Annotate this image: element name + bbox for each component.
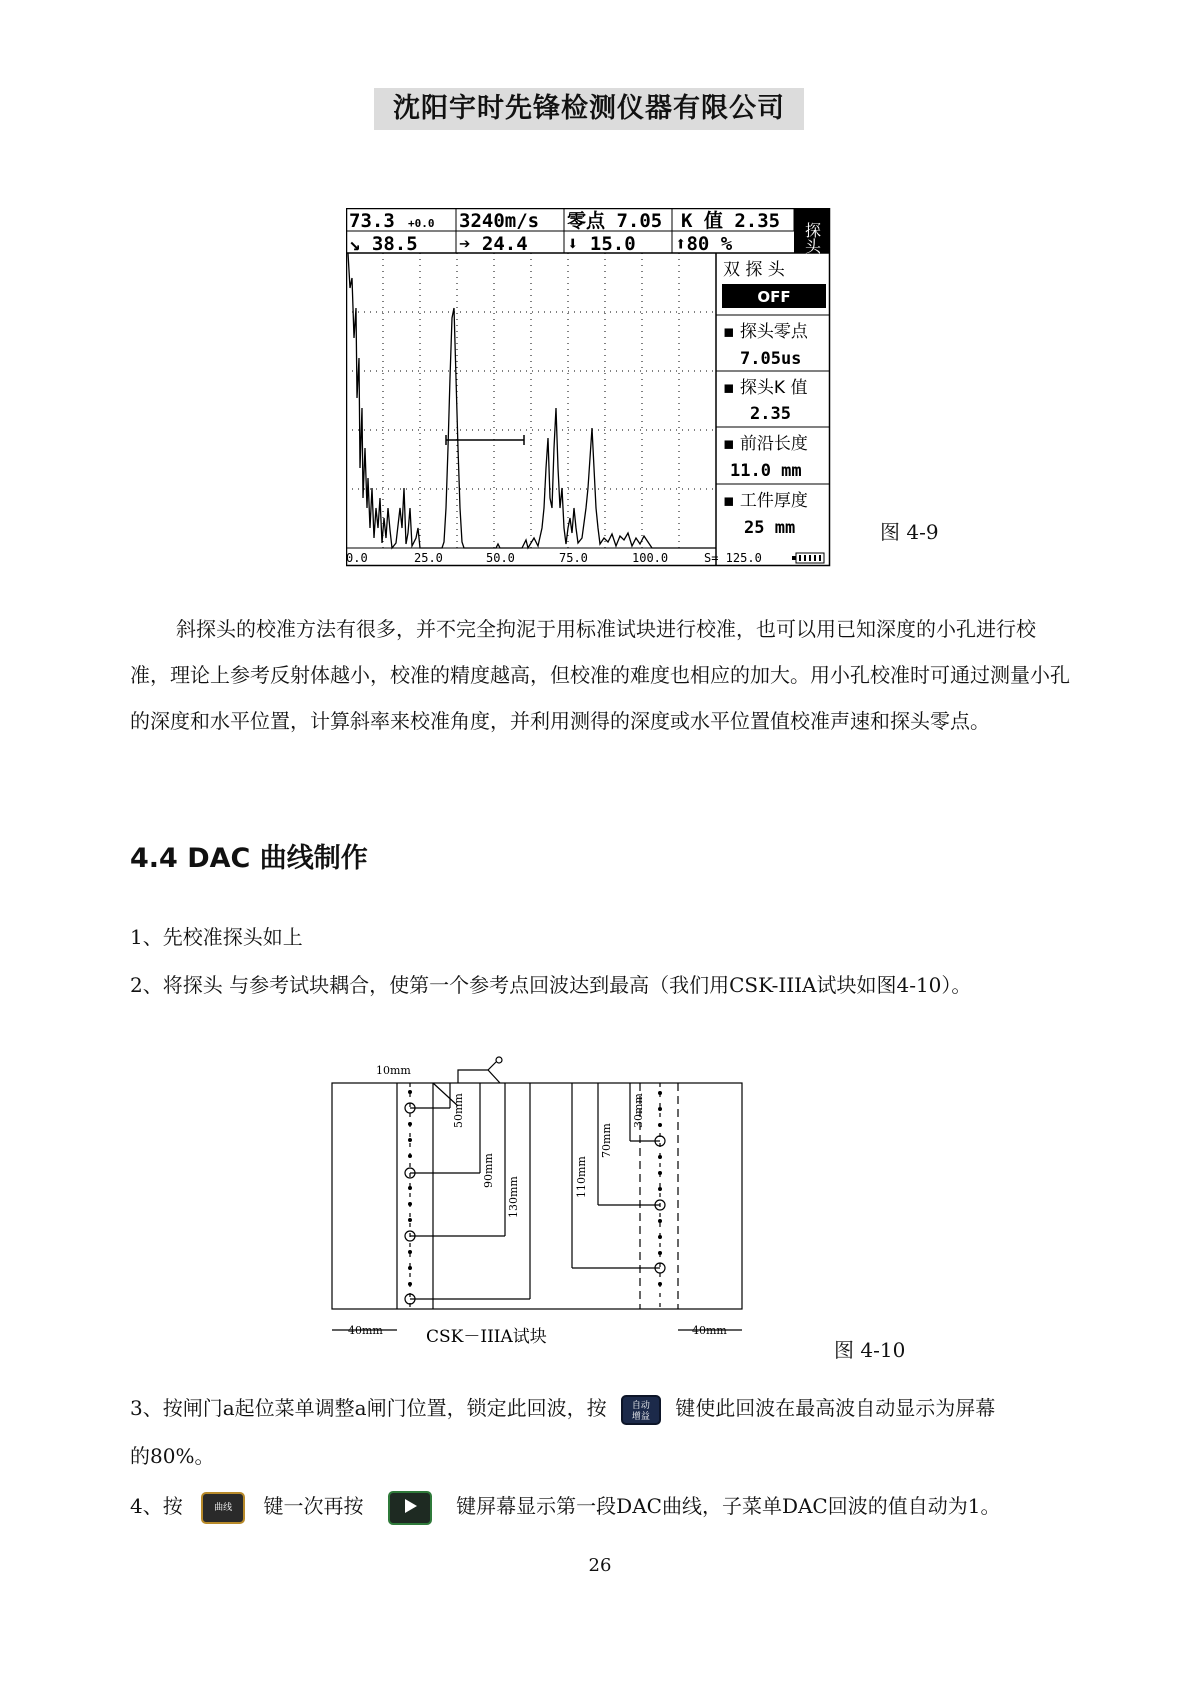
sound-path-value: ↘ 38.5 — [349, 233, 418, 255]
menu-probe-k-value: 2.35 — [750, 404, 791, 424]
menu-front-length-label[interactable]: ▪ 前沿长度 — [723, 434, 808, 454]
probe-mode-label: 探头 — [802, 222, 822, 254]
step-3-text-b: 键使此回波在最高波自动显示为屏幕 — [675, 1396, 996, 1420]
auto-gain-line2: 增益 — [631, 1411, 650, 1422]
dim-top-10mm: 10mm — [376, 1064, 411, 1077]
step-3-cont: 的80%。 — [130, 1444, 215, 1468]
step-3 — [130, 1392, 995, 1425]
axis-tick-75: 75.0 — [559, 551, 588, 565]
section-title: 4.4 DAC 曲线制作 — [130, 843, 368, 874]
page-number: 26 — [588, 1555, 612, 1576]
gain-step: +0.0 — [408, 217, 435, 230]
dim-110mm: 110mm — [575, 1156, 588, 1198]
instrument-screen — [346, 208, 834, 574]
dim-70mm: 70mm — [600, 1123, 613, 1158]
axis-tick-0: 0.0 — [346, 551, 368, 565]
menu-probe-zero-value: 7.05us — [740, 349, 802, 369]
step-2: 2、将探头 与参考试块耦合，使第一个参考点回波达到最高（我们用CSK-IIIA试块如图4-10）。 — [130, 973, 972, 997]
menu-probe-k-label[interactable]: ▪ 探头K 值 — [723, 378, 808, 398]
dim-left-40mm: 40mm — [348, 1324, 383, 1337]
step-4-text-c: 键屏幕显示第一段DAC曲线，子菜单DAC回波的值自动为1。 — [456, 1494, 1001, 1518]
dim-130mm: 130mm — [507, 1176, 520, 1218]
k-value: K 值 2.35 — [681, 210, 781, 232]
dim-30mm: 30mm — [632, 1093, 645, 1128]
auto-gain-line1: 自动 — [631, 1400, 650, 1411]
zero-value: 零点 7.05 — [567, 210, 663, 232]
step-4-text-b: 键一次再按 — [263, 1494, 364, 1518]
menu-thickness-value: 25 mm — [744, 518, 796, 538]
figure-4-9-caption: 图 4-9 — [880, 520, 939, 544]
axis-tick-25: 25.0 — [414, 551, 443, 565]
menu-probe-zero-label[interactable]: ▪ 探头零点 — [723, 322, 808, 342]
velocity-value: 3240m/s — [459, 210, 540, 232]
axis-range: S= 125.0 — [704, 551, 762, 565]
menu-dual-probe-label: 双 探 头 — [723, 260, 785, 280]
play-button[interactable] — [388, 1491, 432, 1525]
menu-front-length-value: 11.0 mm — [730, 461, 802, 481]
dim-right-40mm: 40mm — [692, 1324, 727, 1337]
step-1: 1、先校准探头如上 — [130, 925, 303, 949]
amplitude-value: ⬆80 % — [675, 233, 733, 255]
menu-thickness-label[interactable]: ▪ 工件厚度 — [723, 491, 808, 511]
calibration-paragraph: 斜探头的校准方法有很多，并不完全拘泥于用标准试块进行校准，也可以用已知深度的小孔进行校准，理论上参考反射体越小，校准的精度越高，但校准的难度也相应的加大。用小孔校准时可通过测量小孔的深度和水平位置，计算斜率来校准角度，并利用测得的深度或水平位置值校准声速和探头零点。 — [130, 617, 1070, 733]
step-4-text-a: 4、按 — [130, 1494, 183, 1518]
csk-block-diagram — [330, 1048, 850, 1358]
step-3-text-a: 3、按闸门a起位菜单调整a闸门位置，锁定此回波，按 — [130, 1396, 607, 1420]
depth-value: ⬇ 15.0 — [567, 233, 636, 255]
axis-tick-100: 100.0 — [632, 551, 669, 565]
curve-button[interactable]: 曲线 — [201, 1492, 245, 1524]
dim-90mm: 90mm — [482, 1153, 495, 1188]
step-4 — [130, 1490, 1000, 1525]
play-icon — [392, 1493, 428, 1519]
company-header: 沈阳宇时先锋检测仪器有限公司 — [374, 88, 804, 130]
menu-dual-probe-value: OFF — [757, 288, 791, 306]
block-label: CSK－IIIA试块 — [426, 1327, 547, 1347]
dim-50mm: 50mm — [452, 1093, 465, 1128]
auto-gain-button[interactable] — [621, 1395, 661, 1425]
figure-4-10-caption: 图 4-10 — [834, 1338, 906, 1362]
horizontal-value: ➔ 24.4 — [459, 233, 528, 255]
gain-value: 73.3 — [349, 210, 395, 232]
axis-tick-50: 50.0 — [486, 551, 515, 565]
